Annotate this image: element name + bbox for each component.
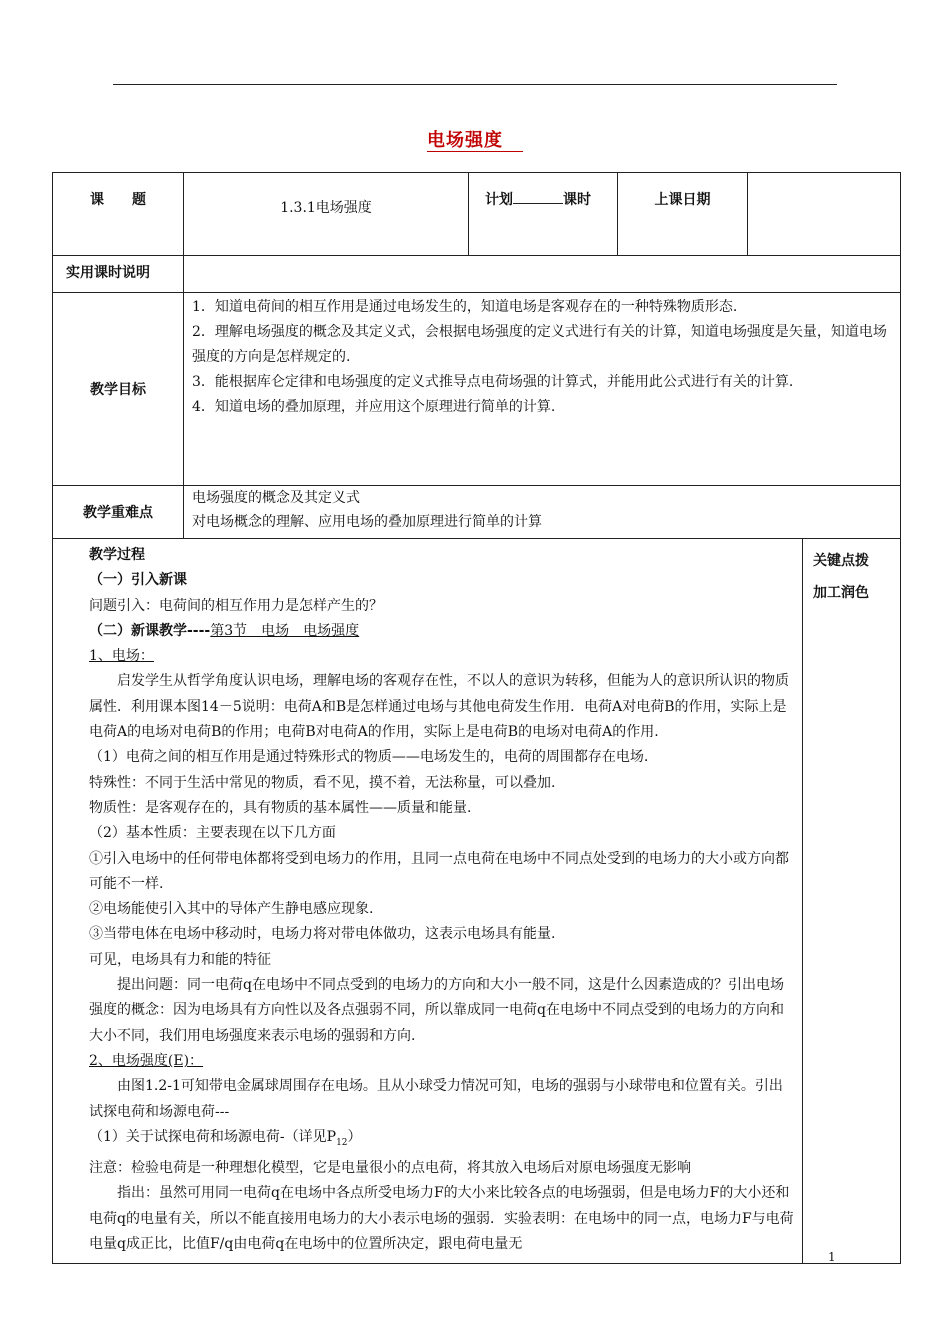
paragraph: ②电场能使引入其中的导体产生静电感应现象.	[89, 901, 374, 918]
paragraph: 提出问题：同一电荷q在电场中不同点受到的电场力的方向和大小一般不同，这是什么因素造成的？引出电场强度的概念：因为电场具有方向性以及各点强弱不同，所以靠成同一电荷q在电场中不同点受到的电场力的方向和大小不同，我们用电场强度来表示电场的强弱和方向.	[89, 977, 784, 1044]
paragraph: 物质性：是客观存在的，具有物质的基本属性——质量和能量.	[89, 799, 472, 816]
section-new-lesson: （二）新课教学----第3节 电场 电场强度	[89, 622, 360, 639]
paragraph: ③当带电体在电场中移动时，电场力将对带电体做功，这表示电场具有能量.	[89, 926, 556, 943]
subheading-field: 1、电场：	[89, 648, 154, 665]
goals-row	[53, 293, 901, 486]
paragraph: （1）关于试探电荷和场源电荷-（详见$P_{12}$）	[89, 1128, 362, 1148]
plan-hours: 计划 课时	[469, 173, 618, 256]
paragraph: 注意：检验电荷是一种理想化模型，它是电量很小的点电荷，将其放入电场后对原电场强度无影响	[89, 1159, 691, 1176]
key-points-row	[53, 486, 901, 539]
paragraph: 由图1.2-1可知带电金属球周围存在电场。且从小球受力情况可知，电场的强弱与小球带电和位置有关。引出试探电荷和场源电荷---	[89, 1078, 783, 1120]
paragraph: 指出：虽然可用同一电荷q在电场中各点所受电场力F的大小来比较各点的电场强弱，但是电场力F的大小还和电荷q的电量有关，所以不能直接用电场力的大小表示电场的强弱．实验表明：在电场中的同一点，电场力F与电荷电量q成正比，比值F/q由电荷q在电场中的位置所决定，跟电荷电量无	[89, 1185, 794, 1252]
side-notes	[803, 539, 901, 1264]
key-point-item: 对电场概念的理解、应用电场的叠加原理进行简单的计算	[192, 514, 542, 530]
page-number: 1	[828, 1250, 836, 1264]
paragraph: 可见，电场具有力和能的特征	[89, 951, 271, 968]
practical-row	[53, 256, 901, 293]
document-title: 电场强度	[0, 126, 950, 152]
date-label: 上课日期	[618, 173, 748, 256]
goal-item: 4．知道电场的叠加原理，并应用这个原理进行简单的计算.	[192, 399, 556, 415]
subheading-strength: 2、电场强度(E)：	[89, 1052, 204, 1069]
goals-list	[184, 293, 901, 486]
paragraph: ①引入电场中的任何带电体都将受到电场力的作用，且同一点电荷在电场中不同点处受到的电场力的大小或方向都可能不一样.	[89, 850, 789, 892]
side-note-polish: 加工润色	[813, 585, 869, 601]
paragraph: （2）基本性质：主要表现在以下几方面	[89, 825, 336, 842]
process-row	[53, 539, 901, 1264]
key-points-label: 教学重难点	[53, 486, 184, 539]
practical-value	[184, 256, 901, 293]
date-value	[748, 173, 901, 256]
lesson-plan-table	[52, 172, 901, 1264]
paragraph: 启发学生从哲学角度认识电场，理解电场的客观存在性，不以人的意识为转移，但能为人的意识所认识的物质属性．利用课本图14－5说明：电荷A和B是怎样通过电场与其他电荷发生作用．电荷A对电荷B的作用，实际上是电荷A的电场对电荷B的作用；电荷B对电荷A的作用，实际上是电荷B的电场对电荷A的作用.	[89, 673, 789, 741]
key-points-list	[184, 486, 901, 539]
course-name: 1.3.1电场强度	[184, 173, 469, 256]
goal-item: 1．知道电荷间的相互作用是通过电场发生的，知道电场是客观存在的一种特殊物质形态.	[192, 299, 738, 315]
side-note-keypoints: 关键点拨	[813, 553, 869, 569]
header-row	[53, 173, 901, 256]
goal-item: 3．能根据库仑定律和电场强度的定义式推导点电荷场强的计算式，并能用此公式进行有关的计算.	[192, 374, 794, 390]
key-point-item: 电场强度的概念及其定义式	[192, 490, 360, 506]
goals-label: 教学目标	[53, 293, 184, 486]
topic-label: 课 题	[53, 173, 184, 256]
practical-label: 实用课时说明	[53, 256, 184, 293]
paragraph: （1）电荷之间的相互作用是通过特殊形式的物质——电场发生的，电荷的周围都存在电场.	[89, 749, 649, 766]
process-content	[53, 539, 803, 1264]
section-intro: （一）引入新课	[89, 572, 187, 589]
process-heading: 教学过程	[89, 547, 145, 563]
header-rule	[113, 84, 837, 85]
paragraph: 特殊性：不同于生活中常见的物质，看不见，摸不着，无法称量，可以叠加.	[89, 774, 556, 791]
goal-item: 2．理解电场强度的概念及其定义式，会根据电场强度的定义式进行有关的计算，知道电场强度是矢量，知道电场强度的方向是怎样规定的.	[192, 324, 887, 365]
intro-question: 问题引入：电荷间的相互作用力是怎样产生的？	[89, 597, 383, 614]
